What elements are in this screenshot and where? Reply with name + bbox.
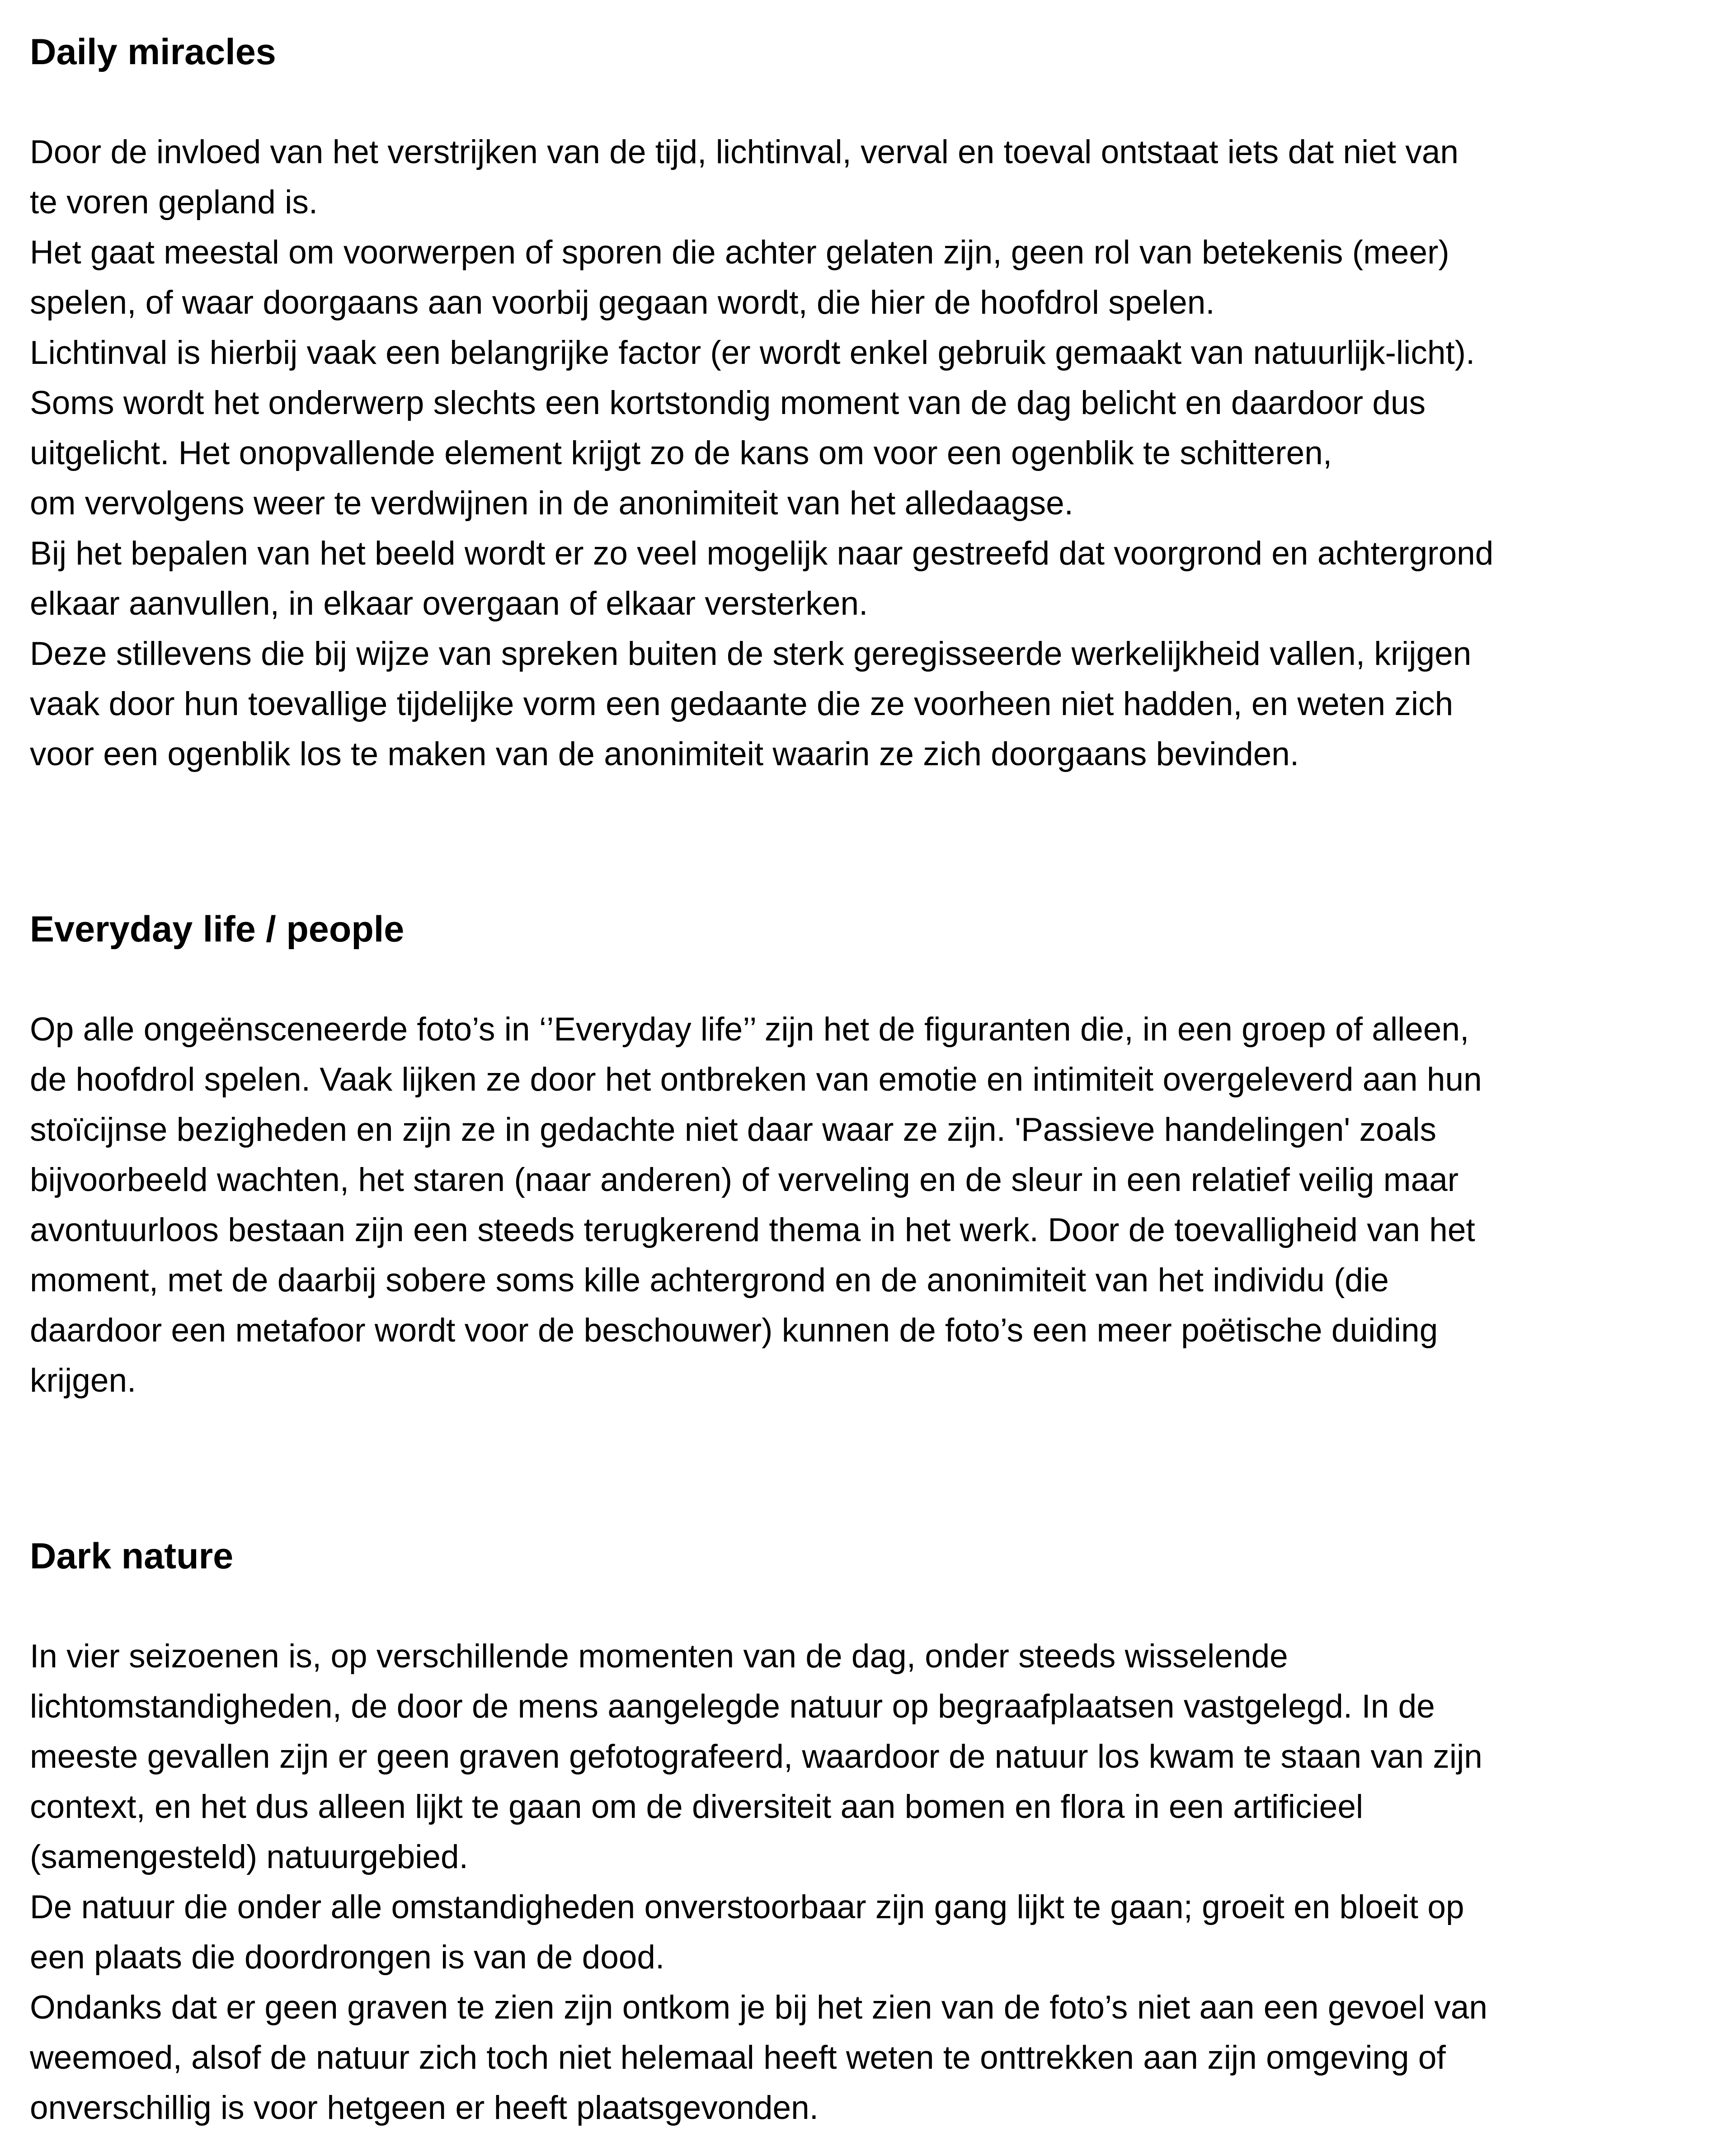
section-dark-nature <box>30 1531 1711 2133</box>
text-line: vaak door hun toevallige tijdelijke vorm een gedaante die ze voorheen niet hadden, en weten zich <box>30 686 1454 722</box>
text-line: Ondanks dat er geen graven te zien zijn ontkom je bij het zien van de foto’s niet aan een gevoel van <box>30 1989 1487 2026</box>
text-line: (samengesteld) natuurgebied. <box>30 1839 468 1875</box>
text-line: te voren gepland is. <box>30 184 318 221</box>
text-line: om vervolgens weer te verdwijnen in de anonimiteit van het alledaagse. <box>30 485 1073 522</box>
text-line: uitgelicht. Het onopvallende element krijgt zo de kans om voor een ogenblik te schitteren, <box>30 435 1332 471</box>
section-spacer <box>30 1406 1711 1531</box>
text-line: Het gaat meestal om voorwerpen of sporen die achter gelaten zijn, geen rol van betekenis (meer) <box>30 234 1449 271</box>
section-daily-miracles <box>30 27 1711 779</box>
text-line: stoïcijnse bezigheden en zijn ze in gedachte niet daar waar ze zijn. 'Passieve handelingen' zoals <box>30 1111 1437 1148</box>
text-line: Soms wordt het onderwerp slechts een kortstondig moment van de dag belicht en daardoor dus <box>30 385 1426 421</box>
text-line: onverschillig is voor hetgeen er heeft plaatsgevonden. <box>30 2090 819 2126</box>
text-line: In vier seizoenen is, op verschillende momenten van de dag, onder steeds wisselende <box>30 1638 1288 1675</box>
text-line: spelen, of waar doorgaans aan voorbij gegaan wordt, die hier de hoofdrol spelen. <box>30 284 1215 321</box>
text-line: Deze stillevens die bij wijze van spreken buiten de sterk geregisseerde werkelijkheid vallen, krijgen <box>30 635 1472 672</box>
text-line: Lichtinval is hierbij vaak een belangrijke factor (er wordt enkel gebruik gemaakt van natuurlijk-licht). <box>30 334 1475 371</box>
text-line: Op alle ongeënsceneerde foto’s in ‘’Everyday life’’ zijn het de figuranten die, in een groep of alleen, <box>30 1011 1469 1048</box>
section-heading: Daily miracles <box>30 32 276 72</box>
section-heading: Dark nature <box>30 1536 234 1577</box>
text-line: avontuurloos bestaan zijn een steeds terugkerend thema in het werk. Door de toevalligheid van het <box>30 1212 1475 1248</box>
text-line: voor een ogenblik los te maken van de anonimiteit waarin ze zich doorgaans bevinden. <box>30 736 1299 772</box>
section-body <box>30 127 1711 779</box>
text-line: context, en het dus alleen lijkt te gaan om de diversiteit aan bomen en flora in een artificieel <box>30 1789 1364 1825</box>
text-line: bijvoorbeeld wachten, het staren (naar anderen) of verveling en de sleur in een relatief veilig maar <box>30 1162 1459 1198</box>
text-line: weemoed, alsof de natuur zich toch niet helemaal heeft weten te onttrekken aan zijn omgeving of <box>30 2039 1446 2076</box>
section-heading: Everyday life / people <box>30 909 405 950</box>
text-line: De natuur die onder alle omstandigheden onverstoorbaar zijn gang lijkt te gaan; groeit en bloeit op <box>30 1889 1464 1925</box>
section-spacer <box>30 779 1711 904</box>
text-line: meeste gevallen zijn er geen graven gefotografeerd, waardoor de natuur los kwam te staan van zijn <box>30 1738 1482 1775</box>
text-line: lichtomstandigheden, de door de mens aangelegde natuur op begraafplaatsen vastgelegd. In de <box>30 1688 1435 1725</box>
section-everyday-life <box>30 904 1711 1406</box>
document-page <box>30 27 1711 2133</box>
text-line: Door de invloed van het verstrijken van de tijd, lichtinval, verval en toeval ontstaat iets dat niet van <box>30 134 1459 170</box>
text-line: de hoofdrol spelen. Vaak lijken ze door het ontbreken van emotie en intimiteit overgeleverd aan hun <box>30 1061 1482 1098</box>
text-line: elkaar aanvullen, in elkaar overgaan of elkaar versterken. <box>30 585 868 622</box>
section-body <box>30 1004 1711 1406</box>
text-line: daardoor een metafoor wordt voor de beschouwer) kunnen de foto’s een meer poëtische duiding <box>30 1312 1438 1349</box>
text-line: een plaats die doordrongen is van de dood. <box>30 1939 665 1976</box>
text-line: moment, met de daarbij sobere soms kille achtergrond en de anonimiteit van het individu (die <box>30 1262 1389 1299</box>
section-body <box>30 1631 1711 2133</box>
text-line: krijgen. <box>30 1362 136 1399</box>
text-line: Bij het bepalen van het beeld wordt er zo veel mogelijk naar gestreefd dat voorgrond en achtergrond <box>30 535 1494 572</box>
